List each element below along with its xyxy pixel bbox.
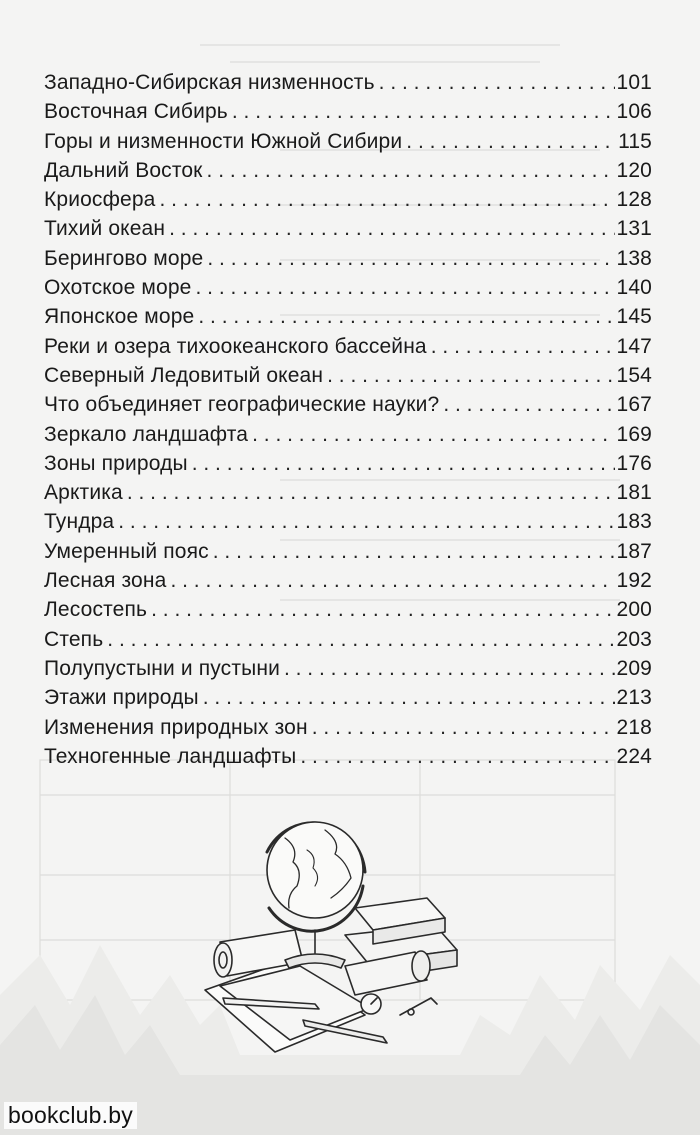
toc-entry-title: Зоны природы — [44, 451, 188, 475]
globe-books-illustration-icon — [195, 790, 495, 1060]
toc-entry-title: Лесная зона — [44, 569, 167, 593]
toc-entry[interactable] — [44, 214, 652, 243]
toc-entry[interactable] — [44, 156, 652, 185]
toc-entry[interactable] — [44, 449, 652, 478]
toc-entry-title: Японское море — [44, 305, 195, 329]
toc-entry-page: 181 — [616, 481, 652, 505]
toc-entry[interactable] — [44, 390, 652, 419]
toc-entry-title: Тихий океан — [44, 217, 166, 241]
toc-entry-page: 218 — [616, 715, 652, 739]
toc-dot-leader — [327, 361, 614, 390]
watermark: bookclub.by — [4, 1102, 137, 1129]
toc-entry[interactable] — [44, 507, 652, 536]
toc-entry-page: 167 — [616, 393, 652, 417]
toc-dot-leader — [232, 97, 615, 126]
toc-entry[interactable] — [44, 361, 652, 390]
toc-entry[interactable] — [44, 595, 652, 624]
toc-entry-page: 154 — [616, 363, 652, 387]
toc-entry-page: 209 — [616, 656, 652, 680]
toc-entry[interactable] — [44, 625, 652, 654]
toc-entry-page: 183 — [616, 510, 652, 534]
toc-entry-title: Северный Ледовитый океан — [44, 363, 324, 387]
toc-dot-leader — [379, 68, 615, 97]
toc-entry-title: Изменения природных зон — [44, 715, 308, 739]
toc-entry-page: 192 — [616, 569, 652, 593]
table-of-contents — [44, 68, 652, 771]
toc-dot-leader — [312, 713, 615, 742]
toc-dot-leader — [198, 302, 614, 331]
toc-entry-page: 115 — [618, 129, 652, 153]
toc-entry-page: 147 — [616, 334, 652, 358]
toc-dot-leader — [431, 332, 615, 361]
toc-entry[interactable] — [44, 332, 652, 361]
toc-dot-leader — [203, 683, 615, 712]
toc-dot-leader — [213, 537, 615, 566]
toc-entry-page: 169 — [616, 422, 652, 446]
toc-entry[interactable] — [44, 537, 652, 566]
toc-entry-page: 106 — [616, 100, 652, 124]
toc-entry-page: 187 — [616, 539, 652, 563]
toc-entry[interactable] — [44, 185, 652, 214]
toc-entry[interactable] — [44, 244, 652, 273]
toc-dot-leader — [107, 625, 614, 654]
toc-entry-page: 131 — [616, 217, 652, 241]
toc-entry-page: 140 — [616, 276, 652, 300]
toc-entry-title: Дальний Восток — [44, 158, 203, 182]
toc-entry-title: Что объединяет географические науки? — [44, 393, 440, 417]
toc-entry-title: Криосфера — [44, 188, 156, 212]
toc-entry[interactable] — [44, 127, 652, 156]
toc-entry-title: Техногенные ландшафты — [44, 744, 297, 768]
toc-dot-leader — [160, 185, 615, 214]
toc-entry-page: 120 — [616, 158, 652, 182]
toc-entry-title: Горы и низменности Южной Сибири — [44, 129, 403, 153]
toc-entry[interactable] — [44, 273, 652, 302]
toc-entry-page: 200 — [616, 598, 652, 622]
toc-entry-title: Тундра — [44, 510, 115, 534]
toc-entry[interactable] — [44, 683, 652, 712]
toc-dot-leader — [207, 156, 615, 185]
toc-dot-leader — [169, 214, 614, 243]
toc-dot-leader — [170, 566, 614, 595]
toc-entry-page: 101 — [616, 71, 652, 94]
toc-dot-leader — [300, 742, 614, 771]
toc-entry[interactable] — [44, 654, 652, 683]
toc-entry-title: Полупустыни и пустыни — [44, 656, 280, 680]
toc-dot-leader — [406, 127, 616, 156]
toc-entry-title: Лесостепь — [44, 598, 148, 622]
toc-entry[interactable] — [44, 420, 652, 449]
toc-entry-page: 138 — [616, 246, 652, 270]
toc-entry-title: Умеренный пояс — [44, 539, 209, 563]
toc-entry[interactable] — [44, 478, 652, 507]
toc-entry[interactable] — [44, 713, 652, 742]
toc-entry-page: 203 — [616, 627, 652, 651]
toc-dot-leader — [252, 420, 614, 449]
toc-entry-title: Этажи природы — [44, 686, 199, 710]
toc-entry[interactable] — [44, 566, 652, 595]
toc-entry-page: 128 — [616, 188, 652, 212]
toc-dot-leader — [207, 244, 614, 273]
toc-entry-page: 213 — [616, 686, 652, 710]
toc-entry-page: 176 — [616, 451, 652, 475]
toc-entry[interactable] — [44, 302, 652, 331]
toc-entry-title: Арктика — [44, 481, 123, 505]
toc-entry[interactable] — [44, 97, 652, 126]
toc-entry[interactable] — [44, 68, 652, 97]
toc-dot-leader — [196, 273, 615, 302]
toc-entry-title: Охотское море — [44, 276, 192, 300]
toc-entry-page: 224 — [616, 744, 652, 768]
toc-entry-title: Берингово море — [44, 246, 204, 270]
toc-dot-leader — [284, 654, 615, 683]
toc-dot-leader — [151, 595, 614, 624]
toc-entry-title: Реки и озера тихоокеанского бассейна — [44, 334, 427, 358]
toc-dot-leader — [443, 390, 614, 419]
toc-dot-leader — [192, 449, 615, 478]
toc-entry-title: Восточная Сибирь — [44, 100, 228, 124]
toc-entry-page: 145 — [616, 305, 652, 329]
toc-entry-title: Степь — [44, 627, 104, 651]
toc-dot-leader — [127, 478, 615, 507]
toc-entry-title: Зеркало ландшафта — [44, 422, 249, 446]
toc-dot-leader — [118, 507, 614, 536]
toc-entry[interactable] — [44, 742, 652, 771]
toc-entry-title: Западно-Сибирская низменность — [44, 71, 375, 94]
